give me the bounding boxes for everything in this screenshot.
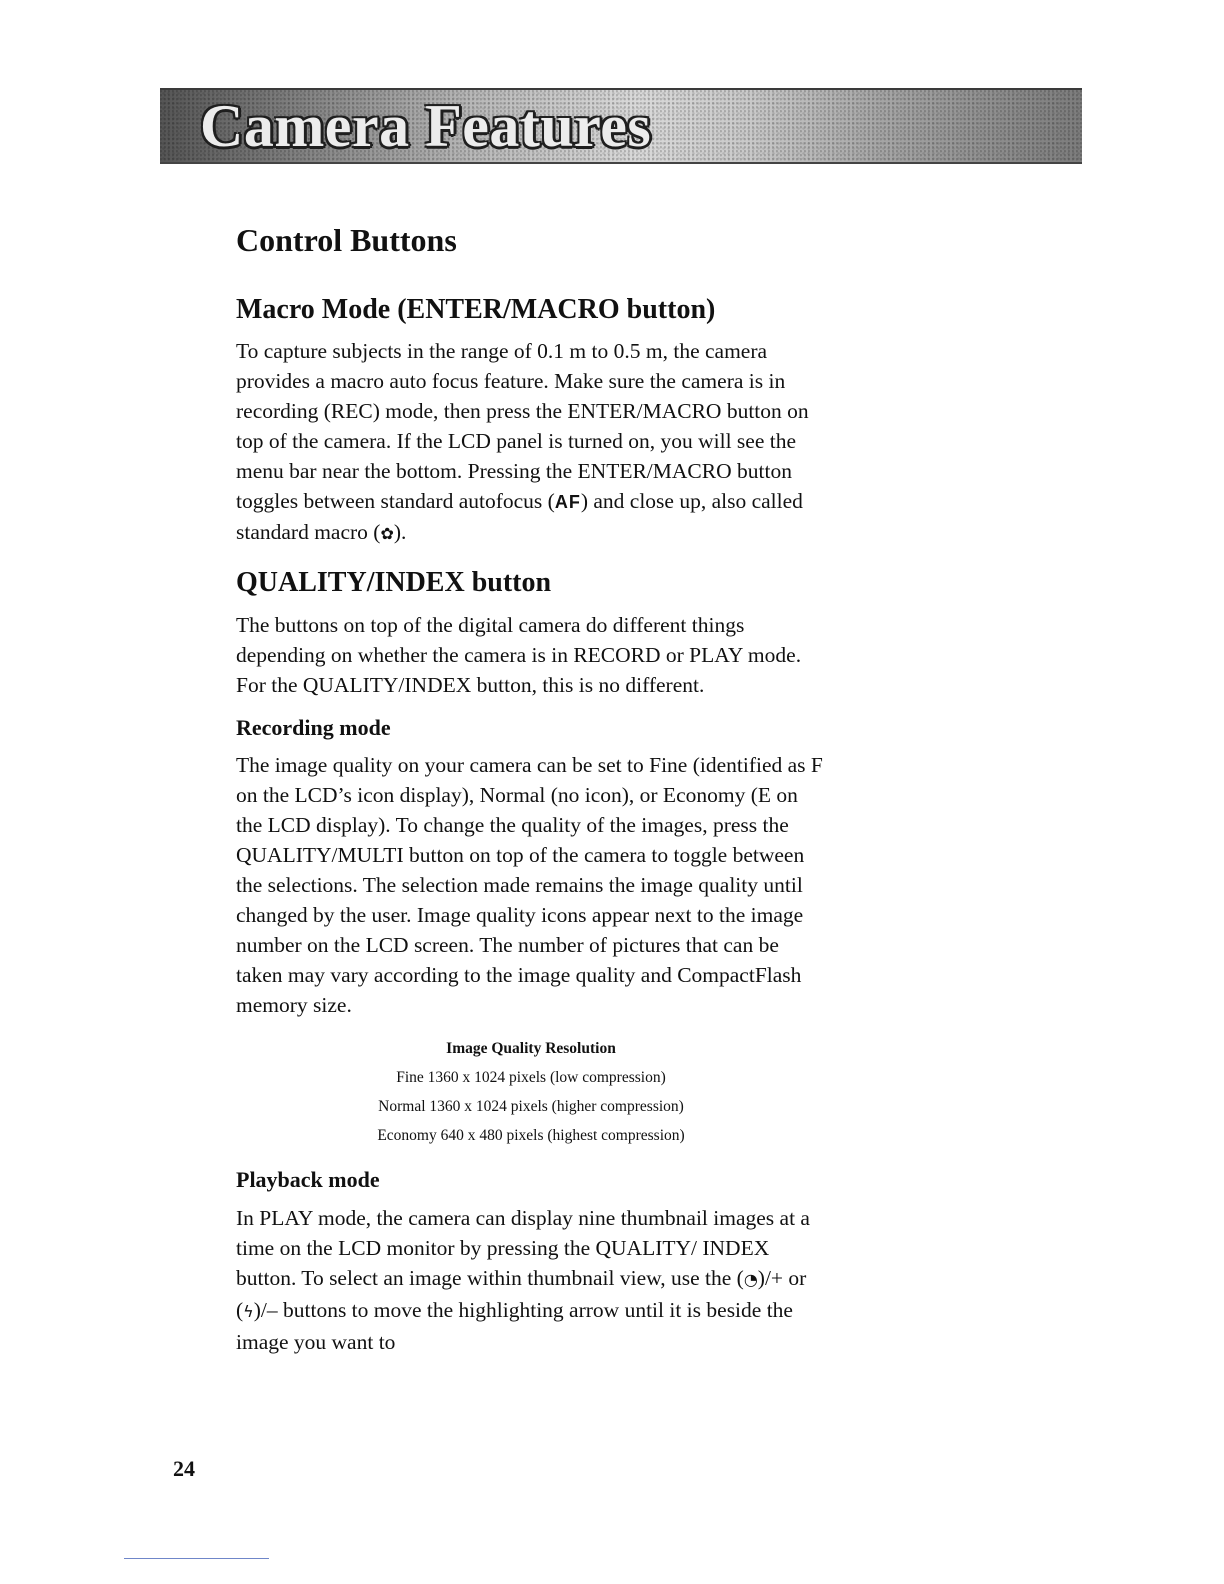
recording-mode-body: The image quality on your camera can be set to Fine (identified as F on the LCD’s icon display), Normal (no icon), or Economy (E on the LCD display). To change the quality of the images, press the QUALITY/MULTI button on top of the camera to toggle between the selections. The selection made remains the image quality until changed by the user. Image quality icons appear next to the image number on the LCD screen. The number of pictures that can be taken may vary according to the image quality and CompactFlash memory size.: [236, 753, 823, 1018]
playback-mode-body: [236, 1203, 826, 1357]
image-quality-row: Normal 1360 x 1024 pixels (higher compression): [378, 1098, 684, 1116]
quality-index-section: [236, 565, 826, 1357]
page-title: Control Buttons: [236, 222, 457, 258]
playback-body-part1: In PLAY mode, the camera can display nine thumbnail images at a time on the LCD monitor by pressing the QUALITY/ INDEX button. To select an image within thumbnail view, use the (: [236, 1205, 810, 1290]
playback-mode-heading: Playback mode: [236, 1167, 380, 1193]
image-quality-row: Economy 640 x 480 pixels (highest compression): [377, 1127, 685, 1145]
macro-flower-icon: ✿: [380, 524, 394, 544]
image-quality-table-header: Image Quality Resolution: [446, 1040, 616, 1058]
macro-mode-section: [236, 292, 826, 549]
image-quality-row: Fine 1360 x 1024 pixels (low compression): [396, 1069, 666, 1087]
macro-body-part1: To capture subjects in the range of 0.1 m to 0.5 m, the camera provides a macro auto focus feature. Make sure the camera is in recording (REC) mode, then press the ENTER/MACRO button on top of the camera. If the LCD panel is turned on, you will see the menu bar near the bottom. Pressing the ENTER/MACRO button toggles between standard autofocus (: [236, 339, 809, 514]
banner-title: Camera Features: [200, 93, 652, 159]
playback-body-part3: )/– buttons to move the highlighting arrow until it is beside the image you want to: [236, 1297, 793, 1354]
autofocus-icon: AF: [554, 492, 581, 513]
quality-index-heading: QUALITY/INDEX button: [236, 567, 552, 599]
playback-body-part2: )/+ or (: [236, 1265, 807, 1322]
quality-index-intro: The buttons on top of the digital camera do different things depending on whether the camera is in RECORD or PLAY mode. For the QUALITY/INDEX button, this is no different.: [236, 612, 802, 697]
section-banner: [160, 88, 1082, 164]
macro-mode-body: [236, 336, 826, 549]
macro-body-part3: ).: [393, 520, 407, 545]
recording-mode-heading: Recording mode: [236, 714, 391, 740]
self-timer-icon: ◔: [743, 1269, 758, 1289]
page-number: 24: [173, 1456, 195, 1481]
flash-icon: ϟ: [243, 1301, 254, 1321]
macro-mode-heading: Macro Mode (ENTER/MACRO button): [236, 294, 716, 325]
scan-artifact-line: [124, 1558, 269, 1559]
page-content: [236, 220, 826, 1373]
image-quality-table: [236, 1034, 826, 1150]
macro-body-part2: ) and close up, also called standard macro (: [236, 489, 803, 545]
